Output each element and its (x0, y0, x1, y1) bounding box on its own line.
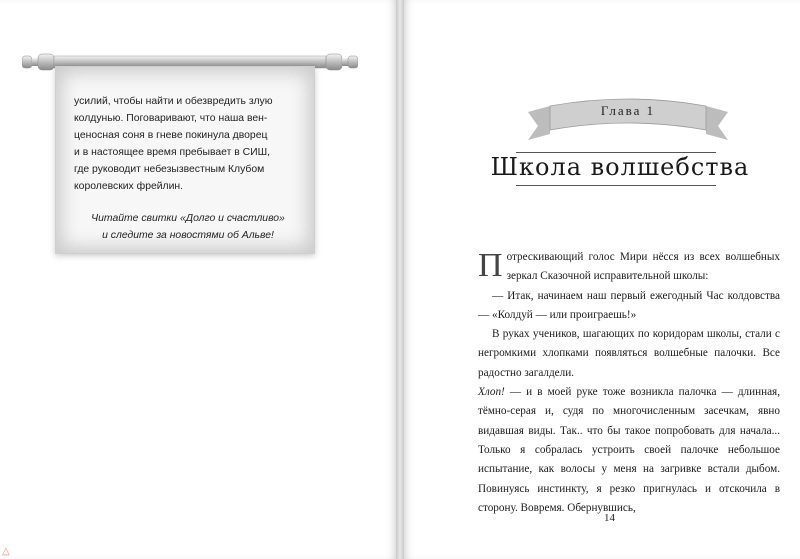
scroll-note-line: Читайте свитки «Долго и счастливо» (91, 213, 285, 224)
paragraph-text: — и в моей руке тоже возникла палочка — длинная, тёмно-серая и, судя по многочисленным засечкам, явно видавшая виды. Так.. что бы такое попробовать для начала... Только я собралась устроить своей палочке небольшое испытание, как волосы у меня на загривке встали дыбом. Повинуясь инстинкту, я резко пригнулась и отскочила в сторону. Вовремя. Обернувшись, (478, 386, 780, 514)
chapter-label: Глава 1 (600, 103, 656, 118)
scroll-line: королевских фрейлин. (74, 181, 184, 192)
warning-icon: △ (2, 546, 10, 557)
scroll-panel (55, 66, 315, 254)
paragraph-text: отрескивающий голос Мири нёсся из всех волшебных зеркал Сказочной исправительной школы: (506, 251, 780, 283)
paragraph (478, 248, 780, 287)
scroll-text (74, 93, 302, 244)
scroll-note-line: и следите за новостями об Альве! (102, 230, 274, 241)
scroll-line: усилий, чтобы найти и обезвредить злую (74, 96, 273, 107)
title-rule-top (516, 152, 716, 153)
book-gutter (396, 0, 404, 559)
scroll-note (74, 210, 302, 244)
title-rule-bottom (516, 185, 716, 186)
scroll-line: и в настоящее время пребывает в СИШ, (74, 147, 271, 158)
scroll-line: ценосная соня в гневе покинула дворец (74, 130, 268, 141)
paragraph: — Итак, начинаем наш первый ежегодный Час колдовства — «Колдуй — или проиграешь!» (478, 289, 780, 321)
page-number: 14 (604, 512, 615, 524)
scroll-line: колдунью. Поговаривают, что наша вен- (74, 113, 268, 124)
paragraph: В руках учеников, шагающих по коридорам школы, стали с негромкими хлопками появляться волшебные палочки. Все радостно загалдели. (478, 328, 780, 379)
paragraph-emphasis: Хлоп! (478, 386, 505, 399)
left-page (0, 0, 396, 559)
drop-cap: П (478, 247, 503, 284)
paragraph (478, 383, 780, 518)
scroll-line: где руководит небезызвестным Клубом (74, 164, 265, 175)
chapter-title: Школа волшебства (490, 153, 750, 181)
chapter-ribbon-icon (528, 90, 728, 150)
chapter-body (478, 248, 780, 518)
